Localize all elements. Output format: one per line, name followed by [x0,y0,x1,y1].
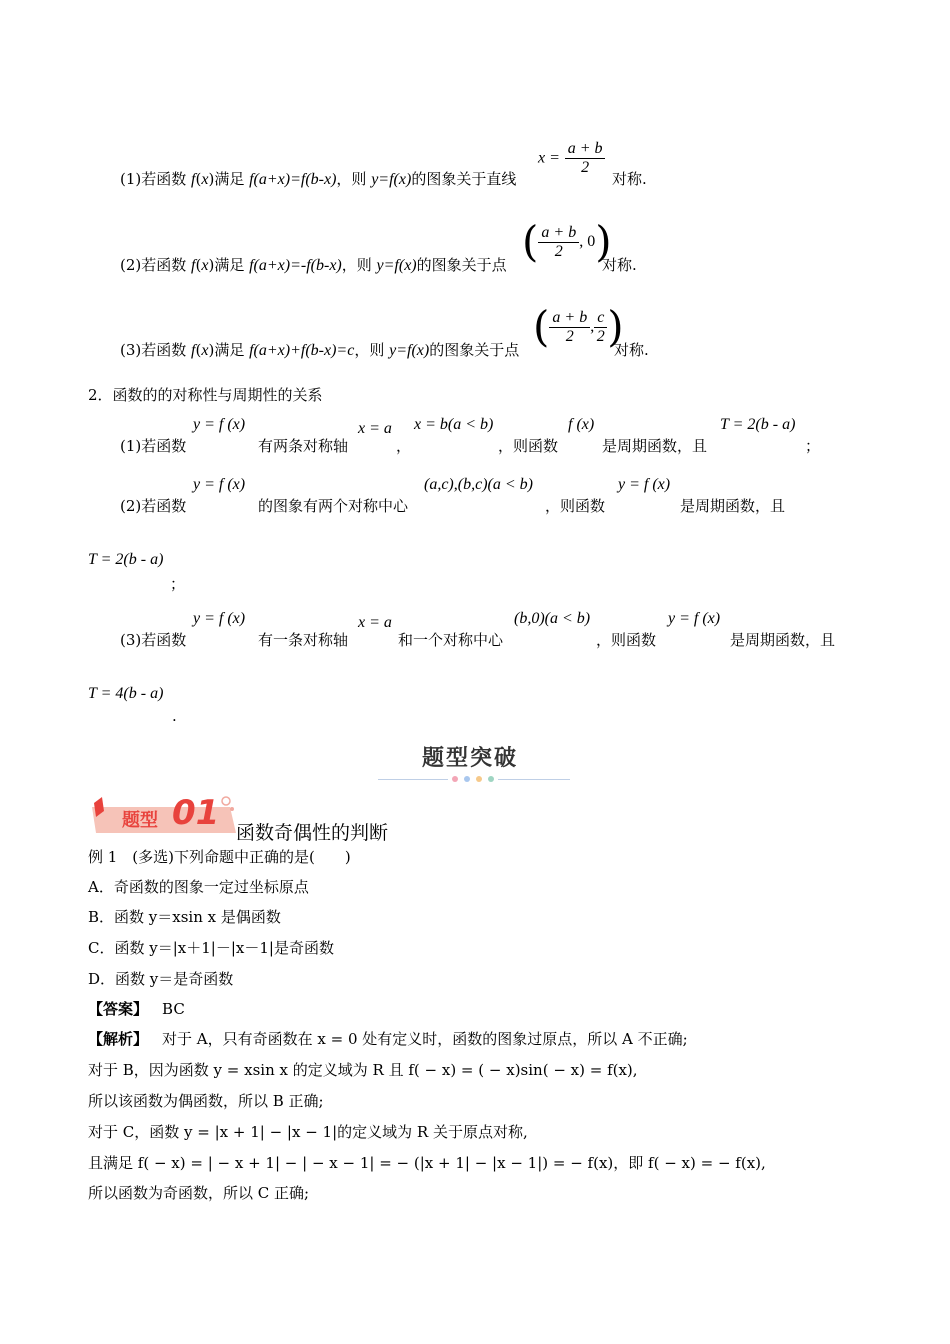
p1-formula-5: T = 2(b - a) [720,416,796,433]
p2-label: (2)若函数 [120,497,187,515]
analysis-label: 【解析】 [88,1030,149,1048]
type-badge [90,793,236,833]
analysis-row-6: 所以函数为奇函数，所以 C 正确; [88,1184,310,1202]
p3-text-3: ，则函数 [596,631,657,649]
p2-formula-4: T = 2(b - a) [88,551,164,568]
option-b: B．函数 y＝xsin x 是偶函数 [88,908,281,926]
answer-row [88,998,185,1019]
symmetry-item-1: (1)若函数 f(x)满足 f(a+x)=f(b-x)，则 y=f(x)的图象关于直线 [120,170,517,188]
p3-formula-1: y = f (x) [193,610,246,627]
analysis-row-4: 对于 C，函数 y = |x + 1| − |x − 1|的定义域为 R 关于原点对称, [88,1123,528,1141]
p1-end: ； [805,437,821,455]
item1-tail: 对称. [612,170,647,188]
p2-text-3: 是周期函数，且 [680,497,786,515]
deco-dot [476,776,482,782]
option-a: A．奇函数的图象一定过坐标原点 [88,878,309,896]
section-heading: 2．函数的的对称性与周期性的关系 [88,386,323,404]
symmetry-item-2: (2)若函数 f(x)满足 f(a+x)=-f(b-x)，则 y=f(x)的图象关于点 [120,256,507,274]
example-stem: 例 1 (多选)下列命题中正确的是( ) [88,848,351,866]
type-title: 函数奇偶性的判断 [236,822,389,844]
analysis-row-1: 【解析】 对于 A，只有奇函数在 x = 0 处有定义时，函数的图象过原点，所以 A 不正确; [88,1030,688,1048]
p3-text-1: 有一条对称轴 [258,631,349,649]
analysis-row-5: 且满足 f( − x) = | − x + 1| − | − x − 1| = − (|x + 1| − |x − 1|) = − f(x)，即 f( − x) = − f(x), [88,1154,766,1172]
item3-tail: 对称. [614,341,649,359]
p1-formula-2: x = a [358,420,392,437]
p3-formula-3: (b,0)(a < b) [514,610,591,627]
p2-text-2: ，则函数 [545,497,606,515]
deco-dot [488,776,494,782]
p1-formula-1: y = f (x) [193,416,246,433]
condition-formula: f(a+x)+f(b-x)=c [249,342,355,359]
p1-text-3: 是周期函数，且 [602,437,708,455]
p1-comma: ， [396,437,412,455]
badge-number: 01 [172,793,220,833]
point-formula: ( $\frac{a + b}{2}$ , $\frac{c}{2}$ ) [533,302,624,351]
p3-label: (3)若函数 [120,631,187,649]
title-divider-right [498,779,570,780]
p3-formula-2: x = a [358,614,392,631]
p2-end: ； [170,575,186,593]
badge-label: 题型 [122,810,158,831]
item2-tail: 对称. [602,256,637,274]
p3-text-2: 和一个对称中心 [398,631,504,649]
p1-formula-4: f (x) [568,416,595,433]
deco-dot [452,776,458,782]
p2-text-1: 的图象有两个对称中心 [258,497,409,515]
p3-end: . [172,707,177,725]
symmetry-item-3: (3)若函数 f(x)满足 f(a+x)+f(b-x)=c，则 y=f(x)的图象关于点 [120,341,520,359]
title-divider-left [378,779,448,780]
analysis-row-3: 所以该函数为偶函数，所以 B 正确; [88,1092,324,1110]
option-d: D．函数 y＝是奇函数 [88,970,234,988]
p2-formula-1: y = f (x) [193,476,246,493]
analysis-row-2: 对于 B，因为函数 y = xsin x 的定义域为 R 且 f( − x) = ( − x)sin( − x) = f(x), [88,1061,638,1079]
deco-dot [464,776,470,782]
answer-value: BC [162,1000,185,1018]
p1-formula-3: x = b(a < b) [414,416,494,433]
condition-formula: f(a+x)=-f(b-x) [249,257,342,274]
line-formula: x = $\frac{a + b}{2}$ [538,140,605,177]
option-c: C．函数 y＝|x＋1|－|x－1|是奇函数 [88,939,334,957]
p2-formula-3: y = f (x) [618,476,671,493]
answer-label: 【答案】 [88,1000,149,1018]
p1-label: (1)若函数 [120,437,187,455]
p3-formula-4: y = f (x) [668,610,721,627]
condition-formula: f(a+x)=f(b-x) [249,171,337,188]
section-title: 题型突破 [422,746,519,771]
p1-text-2: ，则函数 [498,437,559,455]
p3-formula-5: T = 4(b - a) [88,685,164,702]
p1-text-1: 有两条对称轴 [258,437,349,455]
point-formula: ( $\frac{a + b}{2}$ , 0) [522,217,612,266]
p2-formula-2: (a,c),(b,c)(a < b) [424,476,533,493]
p3-text-4: 是周期函数，且 [730,631,836,649]
